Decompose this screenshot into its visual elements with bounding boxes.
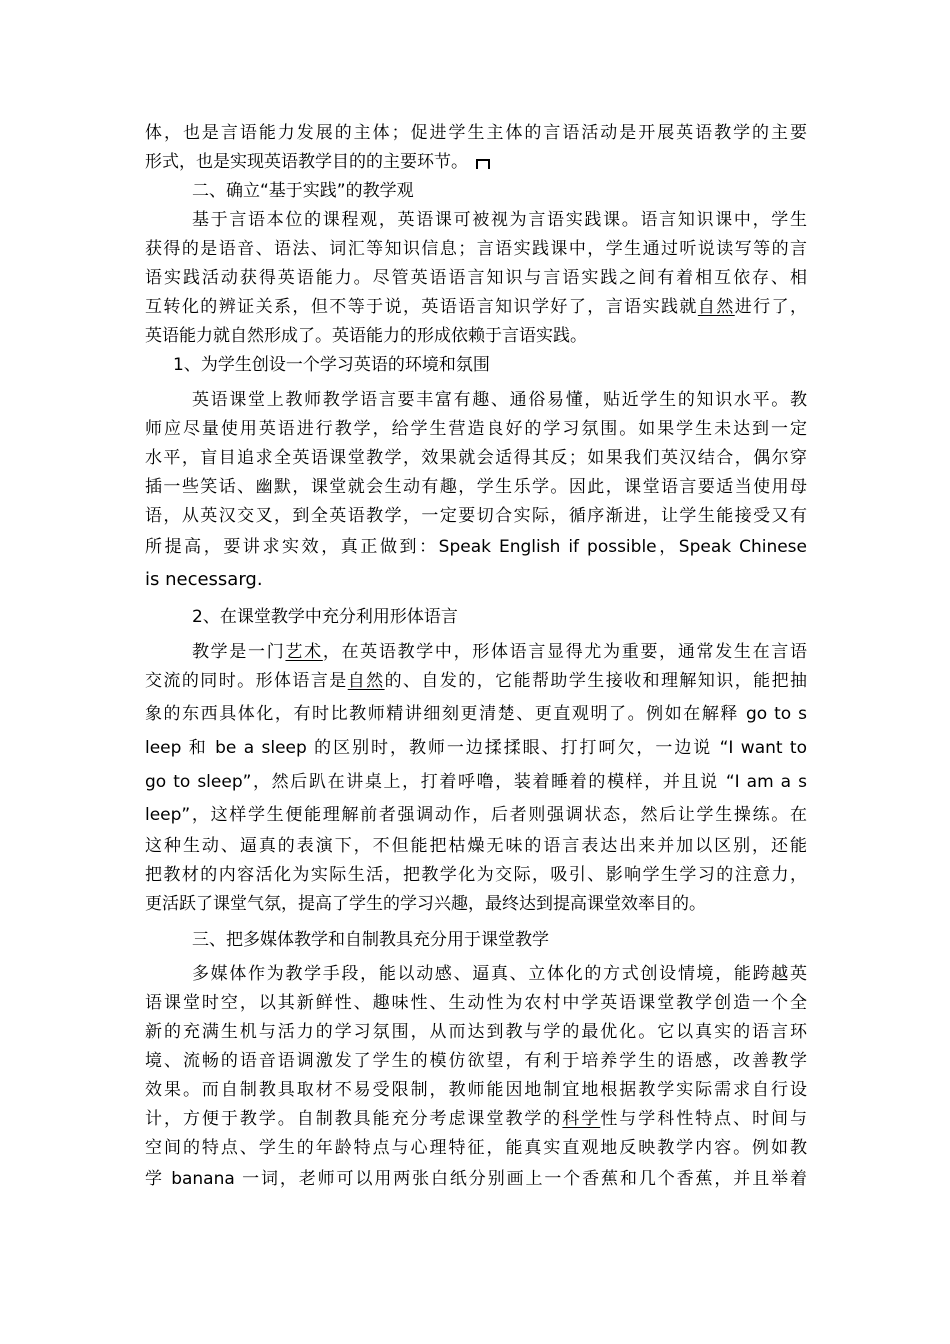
text-line: 语实践活动获得英语能力。尽管英语语言知识与言语实践之间有着相互依存、相 (145, 268, 807, 288)
text-line: 交流的同时。形体语言是自然的、自发的，它能帮助学生接收和理解知识，能把抽 (145, 671, 808, 691)
subsection-heading: 2、在课堂教学中充分利用形体语言 (192, 607, 458, 627)
text-line: 获得的是语音、语法、词汇等知识信息；言语实践课中，学生通过听说读写等的言 (145, 239, 807, 259)
text-line: 象的东西具体化，有时比教师精讲细刻更清楚、更直观明了。例如在解释 go to s (145, 704, 807, 724)
text-line: 水平，盲目追求全英语课堂教学，效果就会适得其反；如果我们英汉结合，偶尔穿 (145, 448, 807, 468)
text-line: 插一些笑话、幽默，课堂就会生动有趣，学生乐学。因此，课堂语言要适当使用母 (145, 477, 807, 497)
text-line: 英语课堂上教师教学语言要丰富有趣、通俗易懂，贴近学生的知识水平。教 (192, 390, 807, 410)
section-heading: 二、确立“基于实践”的教学观 (192, 181, 414, 201)
subsection-heading: 1、为学生创设一个学习英语的环境和氛围 (173, 355, 490, 375)
text-line: 把教材的内容活化为实际生活，把教学化为交际，吸引、影响学生学习的注意力， (145, 865, 807, 885)
text-line: 英语能力就自然形成了。英语能力的形成依赖于言语实践。 (145, 326, 587, 346)
text-line: 新的充满生机与活力的学习氛围，从而达到教与学的最优化。它以真实的语言环 (145, 1022, 807, 1042)
text-line: 教学是一门艺术，在英语教学中，形体语言显得尤为重要，通常发生在言语 (192, 642, 807, 662)
text-line: 语，从英汉交叉，到全英语教学，一定要切合实际，循序渐进，让学生能接受又有 (145, 506, 807, 526)
text-line: 空间的特点、学生的年龄特点与心理特征，能真实直观地反映教学内容。例如教 (145, 1138, 807, 1158)
text-line: 形式，也是实现英语教学目的的主要环节。 (145, 151, 807, 173)
hyperlink-ziran[interactable]: 自然 (347, 671, 385, 691)
text-line: 体，也是言语能力发展的主体；促进学生主体的言语活动是开展英语教学的主要 (145, 123, 807, 143)
text-line: is necessarg. (145, 569, 263, 590)
text-line: 语课堂时空，以其新鲜性、趣味性、生动性为农村中学英语课堂教学创造一个全 (145, 993, 807, 1013)
bracket-mark-icon (476, 159, 490, 169)
hyperlink-yishu[interactable]: 艺术 (285, 642, 323, 662)
hyperlink-kexue[interactable]: 科学 (562, 1109, 601, 1129)
text-line: 效果。而自制教具取材不易受限制，教师能因地制宜地根据教学实际需求自行设 (145, 1080, 807, 1100)
text-line: 互转化的辨证关系，但不等于说，英语语言知识学好了，言语实践就自然进行了， (145, 297, 808, 317)
text-line: 多媒体作为教学手段，能以动感、逼真、立体化的方式创设情境，能跨越英 (192, 964, 807, 984)
text-line: leep 和 be a sleep 的区别时，教师一边揉揉眼、打打呵欠，一边说 “I want to (145, 738, 807, 758)
text-line: 这种生动、逼真的表演下，不但能把枯燥无味的语言表达出来并加以区别，还能 (145, 836, 807, 856)
text-line: go to sleep”，然后趴在讲桌上，打着呼噜，装着睡着的模样，并且说 “I am a s (145, 772, 807, 792)
text-line: leep”，这样学生便能理解前者强调动作，后者则强调状态，然后让学生操练。在 (145, 805, 807, 825)
text-line: 境、流畅的语音语调激发了学生的模仿欲望，有利于培养学生的语感，改善教学 (145, 1051, 807, 1071)
text-line: 更活跃了课堂气氛，提高了学生的学习兴趣，最终达到提高课堂效率目的。 (145, 894, 706, 914)
text-line: 学 banana 一词，老师可以用两张白纸分别画上一个香蕉和几个香蕉，并且举着 (145, 1169, 807, 1189)
text-line: 基于言语本位的课程观，英语课可被视为言语实践课。语言知识课中，学生 (192, 210, 807, 230)
text-line: 所提高，要讲求实效，真正做到：Speak English if possible，Speak Chinese (145, 537, 807, 557)
hyperlink-ziran[interactable]: 自然 (697, 297, 735, 317)
text-line: 师应尽量使用英语进行教学，给学生营造良好的学习氛围。如果学生未达到一定 (145, 419, 807, 439)
text-line: 计，方便于教学。自制教具能充分考虑课堂教学的科学性与学科性特点、时间与 (145, 1109, 808, 1129)
section-heading: 三、把多媒体教学和自制教具充分用于课堂教学 (192, 930, 549, 950)
